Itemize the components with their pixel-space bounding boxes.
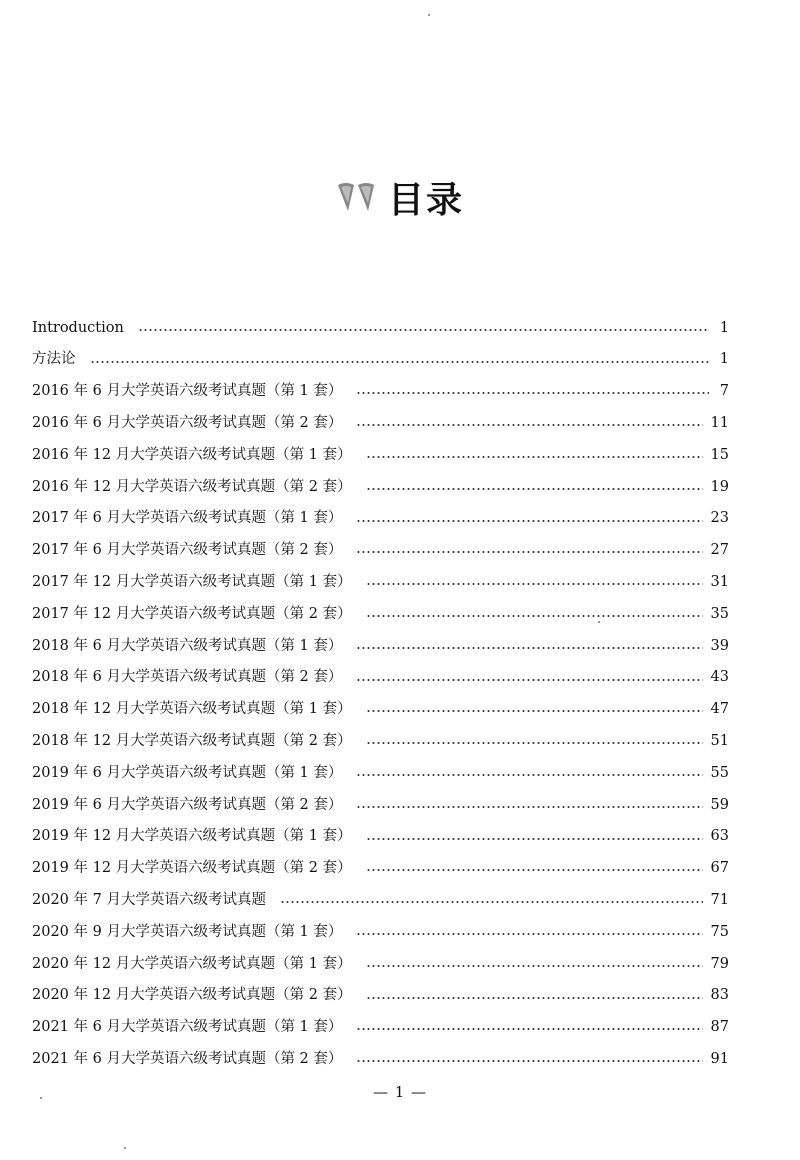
dot-leader	[356, 551, 702, 553]
toc-entry[interactable]	[32, 853, 732, 885]
ornament-icon	[336, 181, 380, 215]
dot-leader	[356, 424, 702, 426]
dot-leader	[356, 1060, 702, 1062]
toc-page-number: 15	[710, 446, 729, 463]
toc-entry-title: Introduction	[32, 319, 124, 336]
dot-leader	[356, 774, 702, 776]
toc-entry-title: 2016 年 12 月大学英语六级考试真题（第 1 套）	[32, 446, 352, 463]
dot-leader	[366, 869, 703, 871]
toc-entry[interactable]	[32, 821, 732, 853]
toc-entry[interactable]	[32, 471, 732, 503]
toc-entry-title: 2021 年 6 月大学英语六级考试真题（第 1 套）	[32, 1019, 343, 1036]
toc-entry-title: 2020 年 12 月大学英语六级考试真题（第 2 套）	[32, 987, 352, 1004]
toc-entry[interactable]	[32, 376, 732, 408]
scan-speck	[428, 14, 430, 16]
page-number-footer: — 1 —	[372, 1083, 428, 1101]
toc-entry-title: 2020 年 12 月大学英语六级考试真题（第 1 套）	[32, 955, 352, 972]
dot-leader	[356, 1028, 702, 1030]
toc-entry-title: 2019 年 6 月大学英语六级考试真题（第 2 套）	[32, 796, 343, 813]
dot-leader	[366, 456, 703, 458]
dot-leader	[356, 520, 702, 522]
toc-entry[interactable]	[32, 789, 732, 821]
dot-leader	[356, 679, 702, 681]
dot-leader	[90, 361, 710, 363]
toc-page-number: 35	[710, 605, 729, 622]
toc-entry-title: 2018 年 12 月大学英语六级考试真题（第 1 套）	[32, 701, 352, 718]
scan-speck	[598, 621, 600, 623]
toc-entry[interactable]	[32, 344, 732, 376]
page-title: 目录	[387, 180, 464, 221]
toc-entry[interactable]	[32, 1012, 732, 1044]
dot-leader	[356, 806, 702, 808]
toc-entry-title: 2017 年 12 月大学英语六级考试真题（第 1 套）	[32, 574, 352, 591]
toc-entry-title: 2019 年 12 月大学英语六级考试真题（第 1 套）	[32, 828, 352, 845]
toc-page-number: 7	[719, 383, 729, 400]
toc-page-number: 51	[710, 733, 729, 749]
toc-page-number: 1	[719, 319, 729, 336]
toc-entry-title: 2016 年 6 月大学英语六级考试真题（第 2 套）	[32, 415, 343, 432]
dot-leader	[366, 488, 703, 490]
toc-entry[interactable]	[32, 757, 732, 789]
dot-leader	[366, 997, 703, 999]
dot-leader	[366, 615, 703, 617]
toc-page-number: 71	[710, 891, 729, 908]
toc-entry[interactable]	[32, 916, 732, 948]
toc-page-number: 63	[710, 828, 729, 845]
toc-page-number: 79	[710, 955, 729, 972]
toc-entry-title: 2017 年 6 月大学英语六级考试真题（第 1 套）	[32, 510, 343, 527]
toc-page-number: 31	[710, 574, 729, 591]
dot-leader	[280, 901, 703, 903]
dot-leader	[138, 329, 709, 331]
dot-leader	[366, 965, 703, 967]
toc-entry-title: 2018 年 12 月大学英语六级考试真题（第 2 套）	[32, 733, 352, 749]
toc-entry-title: 2019 年 12 月大学英语六级考试真题（第 2 套）	[32, 860, 352, 877]
toc-entry-title: 2017 年 12 月大学英语六级考试真题（第 2 套）	[32, 605, 352, 622]
scan-speck	[124, 1147, 126, 1149]
toc-entry[interactable]	[32, 662, 732, 694]
toc-entry-title: 2020 年 7 月大学英语六级考试真题	[32, 891, 266, 908]
toc-page-number: 39	[710, 637, 729, 654]
dot-leader	[366, 710, 703, 712]
title-group	[336, 172, 464, 223]
dot-leader	[366, 838, 703, 840]
toc-entry-title: 方法论	[32, 351, 76, 368]
toc-page-number: 19	[710, 478, 729, 495]
toc-entry[interactable]	[32, 439, 732, 471]
toc-page-number: 1	[719, 351, 729, 368]
toc-entry[interactable]	[32, 948, 732, 980]
toc-entry-title: 2018 年 6 月大学英语六级考试真题（第 2 套）	[32, 669, 343, 686]
toc-entry[interactable]	[32, 503, 732, 535]
toc-page-number: 75	[710, 923, 729, 940]
toc-entry-title: 2018 年 6 月大学英语六级考试真题（第 1 套）	[32, 637, 343, 654]
toc-entry[interactable]	[32, 630, 732, 662]
dot-leader	[366, 742, 703, 744]
dot-leader	[356, 647, 702, 649]
toc-entry[interactable]	[32, 407, 732, 439]
toc-entry[interactable]	[32, 312, 732, 344]
toc-entry[interactable]	[32, 725, 732, 757]
toc-entry[interactable]	[32, 980, 732, 1012]
toc-entry-title: 2016 年 12 月大学英语六级考试真题（第 2 套）	[32, 478, 352, 495]
scan-speck	[40, 1097, 42, 1099]
toc-page-number: 47	[710, 701, 729, 718]
toc-entry[interactable]	[32, 694, 732, 726]
toc-entry[interactable]	[32, 598, 732, 630]
toc-entry-title: 2019 年 6 月大学英语六级考试真题（第 1 套）	[32, 764, 343, 781]
toc-page-number: 59	[710, 796, 729, 813]
page-header	[0, 172, 800, 223]
table-of-contents	[32, 312, 732, 1075]
toc-entry-title: 2016 年 6 月大学英语六级考试真题（第 1 套）	[32, 383, 343, 400]
toc-entry-title: 2021 年 6 月大学英语六级考试真题（第 2 套）	[32, 1050, 343, 1067]
toc-page-number: 67	[710, 860, 729, 877]
dot-leader	[356, 933, 702, 935]
toc-page-number: 43	[710, 669, 729, 686]
toc-entry-title: 2020 年 9 月大学英语六级考试真题（第 1 套）	[32, 923, 343, 940]
toc-entry[interactable]	[32, 1043, 732, 1075]
toc-entry[interactable]	[32, 535, 732, 567]
toc-entry[interactable]	[32, 884, 732, 916]
toc-page-number: 23	[710, 510, 729, 527]
toc-page-number: 91	[710, 1050, 729, 1067]
dot-leader	[366, 583, 703, 585]
toc-page-number: 55	[710, 764, 729, 781]
toc-page-number: 87	[710, 1019, 729, 1036]
toc-page-number: 11	[710, 415, 729, 432]
toc-entry-title: 2017 年 6 月大学英语六级考试真题（第 2 套）	[32, 542, 343, 559]
toc-page-number: 27	[710, 542, 729, 559]
toc-entry[interactable]	[32, 566, 732, 598]
dot-leader	[356, 392, 709, 394]
toc-page-number: 83	[710, 987, 729, 1004]
